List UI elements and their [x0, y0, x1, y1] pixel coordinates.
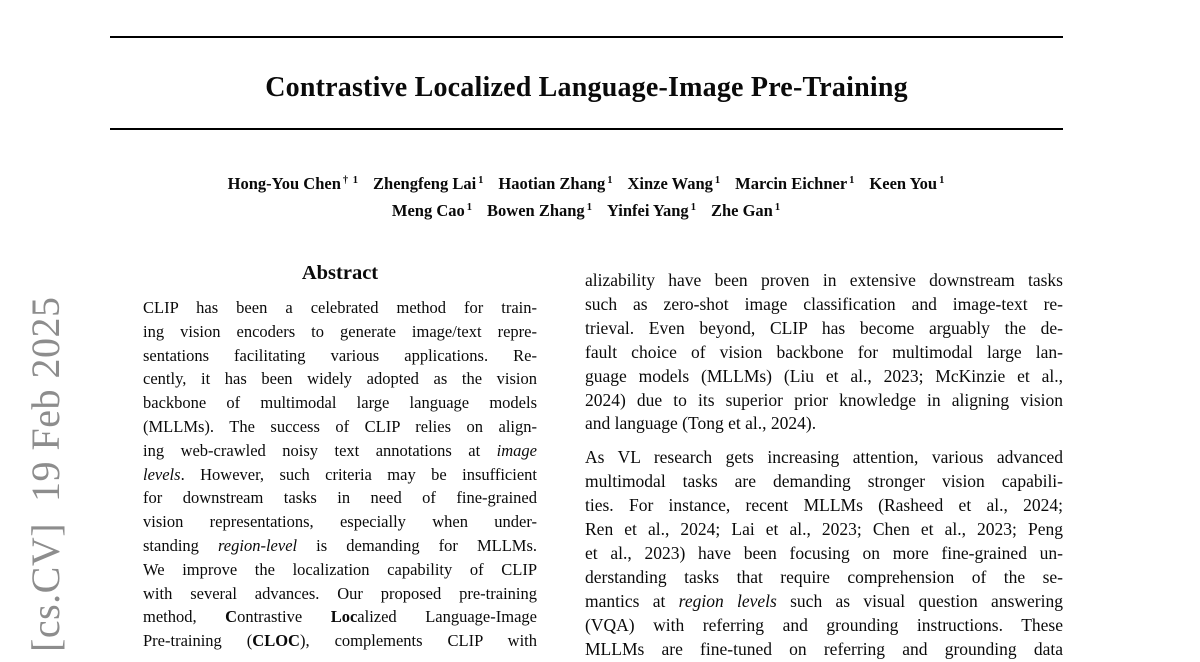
author-name-text: Zhe Gan [710, 201, 773, 220]
text-line: ties. For instance, recent MLLMs (Rasheed et al., 2024; [585, 495, 1063, 516]
text-line: multimodal tasks are demanding stronger vision capabili- [585, 471, 1063, 492]
author-superscript: † 1 [342, 175, 360, 186]
author-name-text: Marcin Eichner [735, 174, 848, 193]
text-line: guage models (MLLMs) (Liu et al., 2023; McKinzie et al., [585, 365, 1063, 386]
author-name-text: Haotian Zhang [498, 174, 606, 193]
author-name-text: Zhengfeng Lai [373, 174, 477, 193]
body-right-column [585, 269, 1063, 662]
text-line: mantics at region levels such as visual question answering [585, 590, 1063, 611]
text-line: ing web-crawled noisy text annotations at image [143, 440, 537, 460]
author-superscript: 1 [774, 202, 782, 213]
author-name-text: Xinze Wang [627, 174, 713, 193]
author-name [392, 199, 473, 226]
text-line: method, Contrastive Localized Language-Image [143, 607, 537, 627]
author-line-1 [80, 172, 1093, 199]
paragraph [143, 296, 537, 653]
text-line: MLLMs are fine-tuned on referring and grounding data [585, 638, 1063, 659]
author-name [869, 172, 945, 199]
text-line: 2024) due to its superior prior knowledge in aligning vision [585, 389, 1063, 410]
author-name-text: Meng Cao [391, 201, 465, 220]
author-superscript: 1 [714, 175, 722, 186]
text-line: alizability have been proven in extensive downstream tasks [585, 270, 1063, 290]
text-line: Pre-training (CLOC), complements CLIP with [143, 631, 537, 651]
author-superscript: 1 [586, 202, 593, 213]
author-name [487, 199, 593, 226]
text-line: trieval. Even beyond, CLIP has become arguably the de- [585, 317, 1063, 338]
arxiv-watermark: [cs.CV] 19 Feb 2025 [23, 296, 68, 652]
author-superscript: 1 [939, 175, 946, 186]
abstract-heading: Abstract [301, 262, 379, 284]
author-name [628, 172, 722, 199]
text-line: ing vision encoders to generate image/text repre- [143, 321, 537, 341]
text-line: and language (Tong et al., 2024). [585, 413, 817, 434]
text-line: sentations facilitating various applications. Re- [143, 345, 537, 365]
author-name [735, 172, 855, 199]
text-line: (VQA) with referring and grounding instructions. These [585, 614, 1063, 635]
author-line-2 [80, 199, 1093, 226]
author-name-text: Bowen Zhang [487, 201, 585, 220]
abstract-column [143, 296, 537, 653]
author-name-text: Keen You [869, 174, 938, 193]
text-line: (MLLMs). The success of CLIP relies on align- [143, 416, 537, 436]
text-line: Ren et al., 2024; Lai et al., 2023; Chen et al., 2023; Peng [585, 519, 1063, 540]
author-block [80, 172, 1093, 226]
author-name [607, 199, 697, 226]
author-superscript: 1 [607, 175, 614, 186]
author-superscript: 1 [466, 202, 474, 213]
text-line: As VL research gets increasing attention, various advanced [585, 447, 1063, 468]
text-line: fault choice of vision backbone for multimodal large lan- [585, 341, 1063, 362]
text-line: We improve the localization capability of CLIP [143, 559, 537, 579]
text-line: such as zero-shot image classification and image-text re- [585, 293, 1063, 314]
author-name [228, 172, 359, 199]
author-superscript: 1 [849, 175, 856, 186]
text-line: CLIP has been a celebrated method for train- [143, 298, 537, 317]
author-name-text: Yinfei Yang [606, 201, 689, 220]
text-line: cently, it has been widely adopted as the vision [143, 369, 537, 389]
author-name [373, 172, 484, 199]
author-name-text: Hong-You Chen [227, 174, 341, 193]
paper-title: Contrastive Localized Language-Image Pre-Training [265, 72, 908, 103]
author-superscript: 1 [478, 175, 485, 186]
text-line: vision representations, especially when under- [143, 512, 537, 532]
text-line: levels. However, such criteria may be insufficient [143, 464, 537, 484]
author-name [711, 199, 781, 226]
author-name [498, 172, 613, 199]
top-rule [110, 36, 1063, 38]
author-superscript: 1 [690, 202, 697, 213]
paragraph [585, 446, 1063, 661]
text-line: standing region-level is demanding for MLLMs. [143, 535, 538, 555]
text-line: et al., 2023) have been focusing on more fine-grained un- [585, 542, 1063, 563]
paragraph [585, 269, 1063, 436]
text-line: derstanding tasks that require comprehension of the se- [585, 566, 1063, 587]
text-line: for downstream tasks in need of fine-grained [143, 488, 537, 508]
text-line: with several advances. Our proposed pre-training [143, 583, 537, 603]
title-bottom-rule [110, 128, 1063, 130]
text-line: backbone of multimodal large language models [143, 393, 537, 413]
